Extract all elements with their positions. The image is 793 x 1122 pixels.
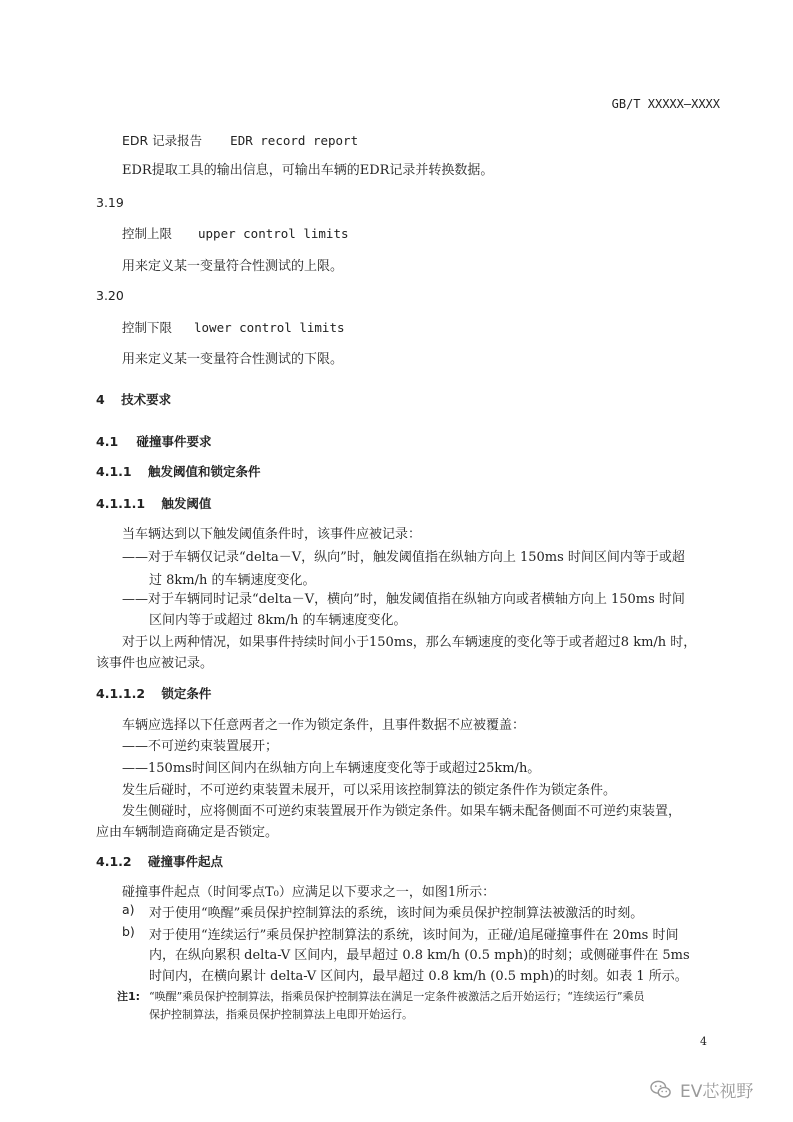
note-label: 注1: [117, 990, 141, 1003]
paragraph: 发生侧碰时，应将侧面不可逆约束装置展开作为锁定条件。如果车辆未配备侧面不可逆约束装置， [122, 804, 682, 819]
wechat-icon [650, 1080, 672, 1100]
section-number: 4.1.2 [96, 854, 132, 869]
list-label-b: b) [122, 924, 135, 939]
note-text-line2: 保护控制算法，指乘员保护控制算法上电即开始运行。 [149, 1008, 413, 1021]
list-item-b-line1: 对于使用“连续运行”乘员保护控制算法的系统，该时间为，正碰/追尾碰撞事件在 20ms 时间 [149, 928, 679, 943]
paragraph: 车辆应选择以下任意两者之一作为锁定条件，且事件数据不应被覆盖： [122, 718, 526, 733]
doc-id-header: GB/T XXXXX—XXXX [611, 97, 720, 111]
page-number: 4 [700, 1035, 707, 1048]
section-title: 碰撞事件要求 [136, 434, 212, 449]
list-item-continued: 过 8km/h 的车辆速度变化。 [149, 573, 316, 588]
clause-number: 3.19 [96, 195, 124, 210]
watermark-text: EV芯视野 [680, 1082, 754, 1102]
paragraph: 发生后碰时，不可逆约束装置未展开，可以采用该控制算法的锁定条件作为锁定条件。 [122, 783, 617, 798]
section-title: 碰撞事件起点 [147, 854, 223, 869]
paragraph: 碰撞事件起点（时间零点T₀）应满足以下要求之一，如图1所示： [122, 885, 496, 900]
section-number: 4 [96, 392, 105, 407]
section-heading-4-1-2 [96, 852, 223, 870]
section-title: 技术要求 [121, 392, 172, 407]
section-title: 触发阈值和锁定条件 [147, 464, 261, 479]
note-text-line1: “唤醒”乘员保护控制算法，指乘员保护控制算法在满足一定条件被激活之后开始运行；“连续运行”乘员 [149, 990, 645, 1003]
term-heading-edr [122, 131, 358, 149]
list-item: ——对于车辆同时记录“delta－V，横向”时，触发阈值指在纵轴方向或者横轴方向上 150ms 时间 [122, 592, 685, 607]
section-heading-4-1 [96, 432, 212, 450]
list-item: ——对于车辆仅记录“delta－V，纵向”时，触发阈值指在纵轴方向上 150ms 时间区间内等于或超 [122, 550, 685, 565]
paragraph: 对于以上两种情况，如果事件持续时间小于150ms，那么车辆速度的变化等于或者超过8 km/h 时， [122, 635, 697, 650]
term-heading-ucl [122, 224, 349, 242]
term-heading-lcl [122, 318, 345, 336]
section-title: 锁定条件 [161, 686, 212, 701]
section-number: 4.1.1.2 [96, 686, 146, 701]
section-heading-4-1-1-2 [96, 684, 211, 702]
section-number: 4.1.1 [96, 464, 132, 479]
section-number: 4.1.1.1 [96, 496, 146, 511]
watermark [650, 1077, 753, 1102]
list-item-b-line3: 时间内，在横向累计 delta-V 区间内，最早超过 0.8 km/h (0.5 mph)的时刻。如表 1 所示。 [149, 969, 688, 984]
term-definition: EDR提取工具的输出信息，可输出车辆的EDR记录并转换数据。 [122, 163, 494, 178]
section-heading-4-1-1-1 [96, 494, 211, 512]
term-cn: EDR 记录报告 [122, 133, 203, 148]
list-item: ——不可逆约束装置展开； [122, 739, 279, 754]
section-title: 触发阈值 [161, 496, 212, 511]
paragraph: 当车辆达到以下触发阈值条件时，该事件应被记录： [122, 527, 422, 542]
paragraph-continued: 应由车辆制造商确定是否锁定。 [96, 825, 279, 840]
term-cn: 控制下限 [122, 320, 173, 335]
list-item-b-line2: 内，在纵向累积 delta-V 区间内，最早超过 0.8 km/h (0.5 mph)的时刻；或侧碰事件在 5ms [149, 948, 690, 963]
term-definition: 用来定义某一变量符合性测试的上限。 [122, 259, 344, 274]
section-number: 4.1 [96, 434, 119, 449]
term-en: EDR record report [230, 133, 359, 148]
section-heading-4 [96, 390, 171, 408]
list-label-a: a) [122, 902, 135, 917]
term-en: upper control limits [198, 226, 349, 241]
list-item-a: 对于使用“唤醒”乘员保护控制算法的系统，该时间为乘员保护控制算法被激活的时刻。 [149, 906, 644, 921]
paragraph-continued: 该事件也应被记录。 [96, 656, 214, 671]
clause-number: 3.20 [96, 288, 124, 303]
term-en: lower control limits [194, 320, 345, 335]
list-item: ——150ms时间区间内在纵轴方向上车辆速度变化等于或超过25km/h。 [122, 761, 541, 776]
list-item-continued: 区间内等于或超过 8km/h 的车辆速度变化。 [149, 613, 407, 628]
term-cn: 控制上限 [122, 226, 173, 241]
term-definition: 用来定义某一变量符合性测试的下限。 [122, 352, 344, 367]
section-heading-4-1-1 [96, 462, 260, 480]
